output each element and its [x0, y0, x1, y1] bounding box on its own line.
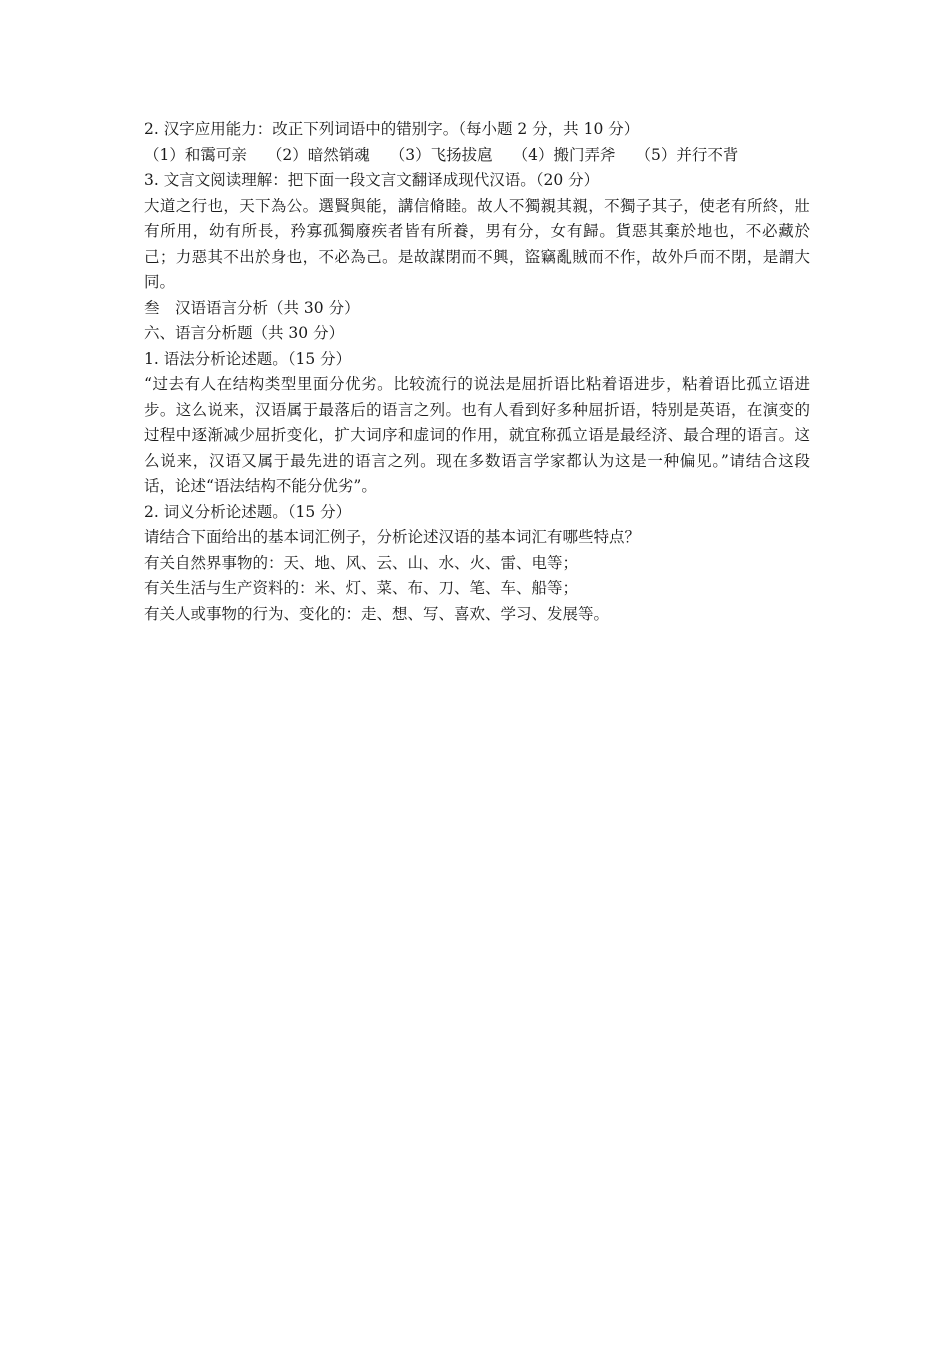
section3-title: 叁 汉语语言分析（共 30 分）	[144, 298, 360, 317]
q2-item: （5）并行不背	[635, 145, 739, 164]
q2-items	[144, 143, 810, 169]
q2-item: （3）飞扬拔扈	[389, 145, 493, 164]
q2-item: （1）和霭可亲	[144, 145, 247, 164]
q6-2-example: 有关生活与生产资料的：米、灯、菜、布、刀、笔、车、船等；	[144, 579, 579, 597]
section6-title: 六、语言分析题（共 30 分）	[144, 324, 345, 342]
document-page	[144, 117, 810, 627]
q2-item: （2）暗然销魂	[266, 145, 370, 164]
q3-passage: 大道之行也，天下為公。選賢與能，講信脩睦。故人不獨親其親，不獨子其子，使老有所終，壯有所用，幼有所長，矜寡孤獨廢疾者皆有所養，男有分，女有歸。貨惡其棄於地也，不必藏於己；力惡其不出於身也，不必為己。是故謀閉而不興，盜竊亂賊而不作，故外戶而不閉，是謂大同。	[144, 196, 810, 291]
q2-item: （4）搬门弄斧	[512, 145, 616, 164]
q6-2-example: 有关自然界事物的：天、地、风、云、山、水、火、雷、电等；	[144, 553, 579, 572]
q6-1-heading: 1. 语法分析论述题。（15 分）	[144, 349, 352, 368]
q2-heading: 2. 汉字应用能力：改正下列词语中的错别字。（每小题 2 分，共 10 分）	[144, 120, 640, 138]
q6-2-example: 有关人或事物的行为、变化的：走、想、写、喜欢、学习、发展等。	[144, 604, 610, 623]
q3-heading: 3. 文言文阅读理解：把下面一段文言文翻译成现代汉语。（20 分）	[144, 171, 600, 189]
q6-2-heading: 2. 词义分析论述题。（15 分）	[144, 502, 352, 521]
q6-1-passage: “过去有人在结构类型里面分优劣。比较流行的说法是屈折语比粘着语进步，粘着语比孤立语进步。这么说来，汉语属于最落后的语言之列。也有人看到好多种屈折语，特别是英语，在演变的过程中逐渐减少屈折变化，扩大词序和虚词的作用，就宜称孤立语是最经济、最合理的语言。这么说来，汉语又属于最先进的语言之列。现在多数语言学家都认为这是一种偏见。”请结合这段话，论述“语法结构不能分优劣”。	[144, 375, 810, 495]
q6-2-prompt: 请结合下面给出的基本词汇例子，分析论述汉语的基本词汇有哪些特点？	[144, 528, 641, 546]
